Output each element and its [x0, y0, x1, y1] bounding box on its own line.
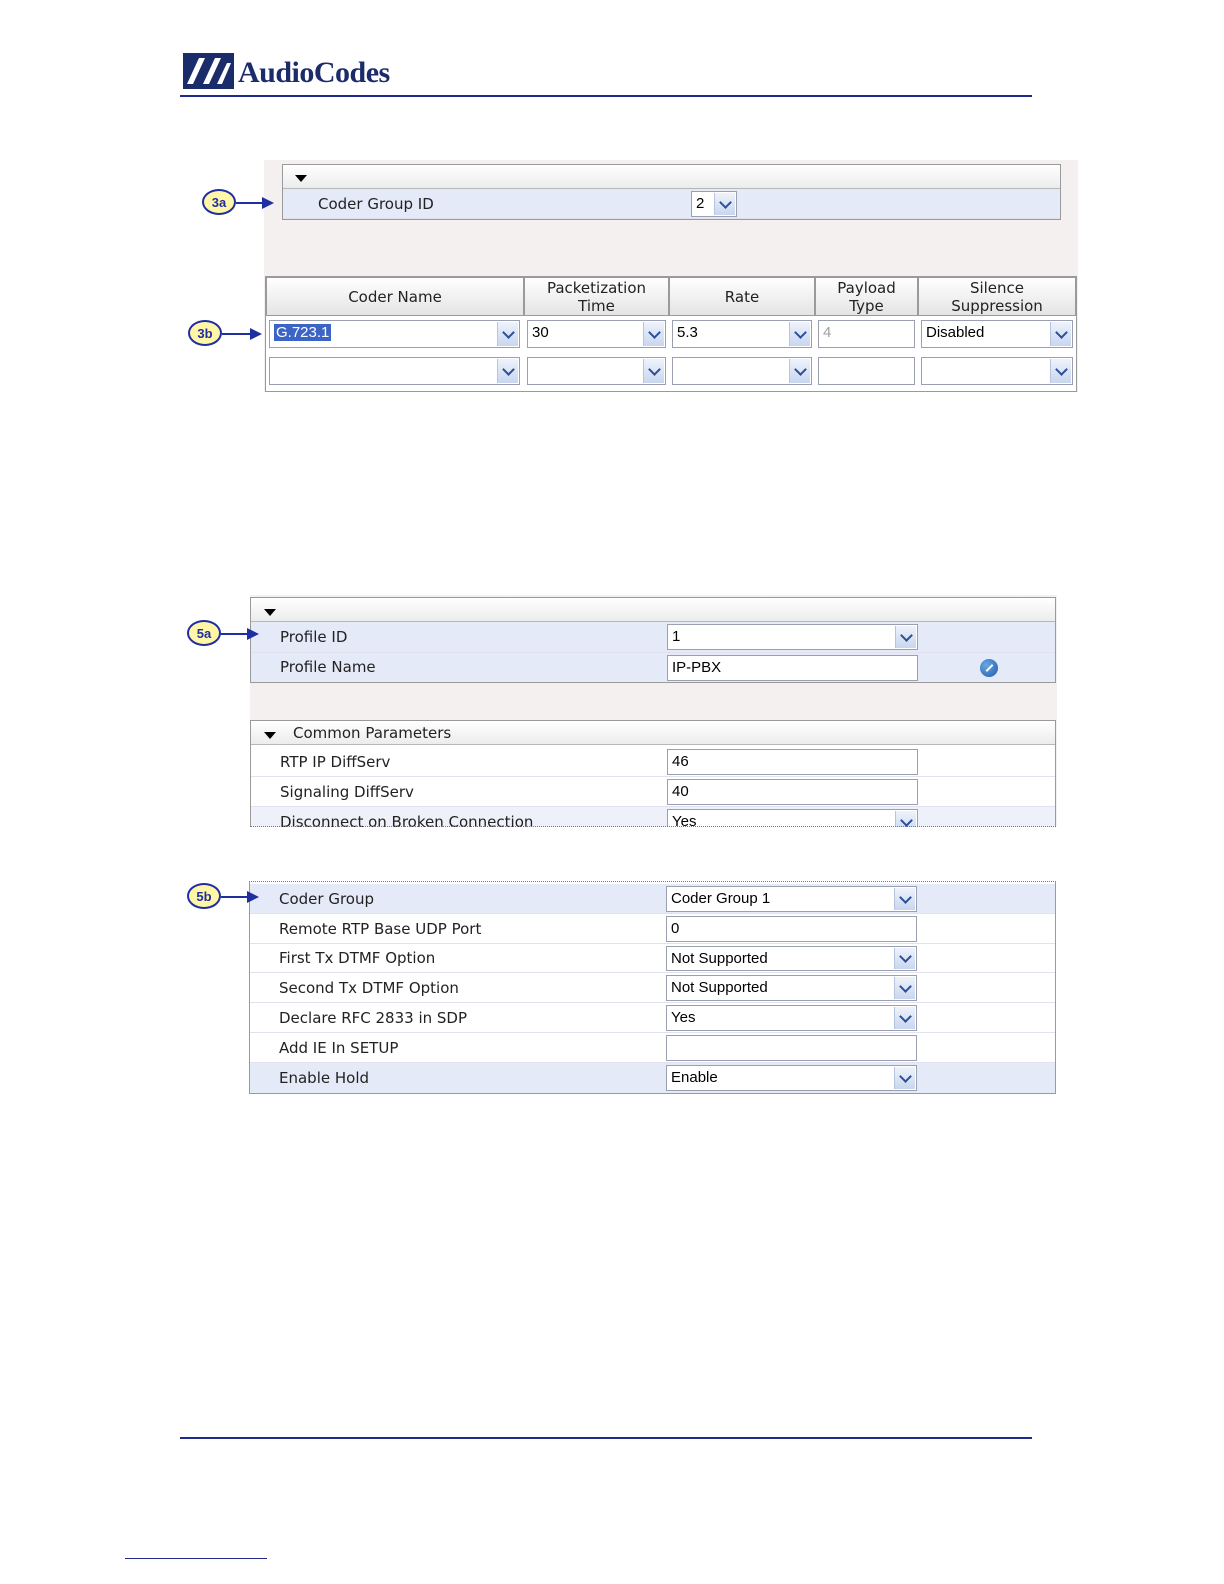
header-text: Packetization: [546, 278, 647, 297]
rate-select[interactable]: [672, 320, 812, 348]
column-header-payload-type: [815, 277, 918, 316]
collapse-triangle-icon[interactable]: [295, 175, 307, 182]
coder-group-label: Coder Group: [279, 890, 375, 908]
header-text: Type: [849, 296, 884, 315]
section-header[interactable]: [251, 721, 1055, 745]
header-text: Payload: [837, 278, 896, 297]
remote-rtp-port-value: 0: [671, 920, 680, 937]
section-header[interactable]: [283, 165, 1060, 189]
callout-arrow-icon: [262, 197, 274, 209]
coder-group-id-select[interactable]: [691, 191, 737, 217]
footnote-rule: [125, 1558, 267, 1559]
coder-group-id-section: [282, 164, 1061, 220]
add-ie-setup-input[interactable]: [666, 1035, 917, 1061]
profile-id-value: 1: [672, 628, 681, 645]
coder-group-id-value: 2: [696, 195, 705, 212]
header-text: Coder Name: [348, 287, 442, 306]
chevron-down-icon[interactable]: [789, 359, 810, 383]
first-tx-dtmf-label: First Tx DTMF Option: [279, 949, 436, 967]
second-tx-dtmf-row: [250, 973, 1055, 1003]
disconnect-value: Yes: [672, 813, 697, 827]
chevron-down-icon[interactable]: [497, 322, 518, 346]
column-header-silence-suppression: [918, 277, 1076, 316]
first-tx-dtmf-select[interactable]: [666, 946, 917, 971]
column-header-packetization-time: [524, 277, 669, 316]
header-text: Silence: [969, 278, 1025, 297]
cut-line: [250, 825, 1056, 827]
coder-name-select[interactable]: [269, 357, 520, 385]
chevron-down-icon[interactable]: [894, 948, 915, 969]
enable-hold-select[interactable]: [666, 1065, 917, 1091]
chevron-down-icon[interactable]: [894, 888, 915, 910]
signaling-diffserv-row: [251, 777, 1055, 807]
rtp-diffserv-input[interactable]: [667, 749, 918, 775]
footer-divider: [180, 1437, 1032, 1439]
enable-hold-value: Enable: [671, 1069, 718, 1086]
packetization-time-value: 30: [532, 324, 549, 341]
disconnect-label: Disconnect on Broken Connection: [280, 813, 534, 827]
brand-name: AudioCodes: [238, 56, 390, 89]
signaling-diffserv-input[interactable]: [667, 779, 918, 805]
chevron-down-icon[interactable]: [894, 1007, 915, 1029]
packetization-time-select[interactable]: [527, 320, 666, 348]
coder-group-id-label: Coder Group ID: [318, 195, 434, 213]
chevron-down-icon[interactable]: [895, 626, 916, 648]
profile-name-label: Profile Name: [280, 658, 376, 676]
packetization-time-select[interactable]: [527, 357, 666, 385]
enable-hold-row: [250, 1063, 1055, 1093]
coder-group-select[interactable]: [666, 886, 917, 912]
header-text: Rate: [724, 287, 760, 306]
second-tx-dtmf-label: Second Tx DTMF Option: [279, 979, 459, 997]
header-divider: [180, 95, 1032, 97]
rate-select[interactable]: [672, 357, 812, 385]
column-header-coder-name: [266, 277, 524, 316]
rate-value: 5.3: [677, 324, 698, 341]
callout-arrow-icon: [247, 628, 259, 640]
callout-arrow-line: [221, 896, 247, 898]
audiocodes-logo-icon: [183, 53, 234, 89]
callout-arrow-line: [236, 202, 262, 204]
chevron-down-icon[interactable]: [1050, 359, 1071, 383]
profile-section: [250, 597, 1056, 683]
chevron-down-icon[interactable]: [894, 1067, 915, 1089]
declare-rfc2833-select[interactable]: [666, 1005, 917, 1031]
payload-type-value: 4: [823, 324, 832, 341]
enable-hold-label: Enable Hold: [279, 1069, 370, 1087]
callout-arrow-line: [221, 633, 247, 635]
callout-arrow-icon: [247, 891, 259, 903]
remote-rtp-port-label: Remote RTP Base UDP Port: [279, 920, 482, 938]
silence-suppression-select[interactable]: [921, 320, 1073, 348]
rtp-diffserv-value: 46: [672, 753, 689, 770]
callout-5b: 5b: [187, 883, 221, 909]
declare-rfc2833-value: Yes: [671, 1009, 696, 1026]
common-parameters-title: Common Parameters: [293, 724, 452, 742]
first-tx-dtmf-value: Not Supported: [671, 950, 768, 967]
chevron-down-icon[interactable]: [643, 359, 664, 383]
remote-rtp-port-input[interactable]: [666, 916, 917, 942]
profile-id-row: [251, 622, 1055, 653]
first-tx-dtmf-row: [250, 944, 1055, 973]
add-ie-setup-label: Add IE In SETUP: [279, 1039, 399, 1057]
declare-rfc2833-row: [250, 1003, 1055, 1033]
payload-type-input[interactable]: [818, 357, 915, 385]
coder-group-value: Coder Group 1: [671, 890, 771, 907]
add-ie-setup-row: [250, 1033, 1055, 1063]
declare-rfc2833-label: Declare RFC 2833 in SDP: [279, 1009, 468, 1027]
coder-group-row: [250, 884, 1055, 914]
coder-name-select[interactable]: [269, 320, 520, 348]
payload-type-input[interactable]: [818, 320, 915, 348]
common-parameters-section: [250, 720, 1056, 826]
coder-name-value: G.723.1: [276, 324, 330, 341]
chevron-down-icon[interactable]: [894, 977, 915, 999]
callout-3a: 3a: [202, 189, 236, 215]
chevron-down-icon[interactable]: [789, 322, 810, 346]
callout-3b: 3b: [188, 320, 222, 346]
chevron-down-icon[interactable]: [714, 193, 735, 215]
second-tx-dtmf-select[interactable]: [666, 975, 917, 1001]
second-tx-dtmf-value: Not Supported: [671, 979, 768, 996]
header-text: Suppression: [951, 296, 1043, 315]
profile-name-row: [251, 653, 1055, 682]
chevron-down-icon[interactable]: [497, 359, 518, 383]
chevron-down-icon[interactable]: [643, 322, 664, 346]
signaling-diffserv-label: Signaling DiffServ: [280, 783, 414, 801]
silence-suppression-select[interactable]: [921, 357, 1073, 385]
edit-icon[interactable]: [980, 659, 998, 677]
chevron-down-icon[interactable]: [1050, 322, 1071, 346]
profile-name-value: IP-PBX: [672, 659, 722, 676]
rtp-diffserv-row: [251, 747, 1055, 777]
profile-name-input[interactable]: [667, 655, 918, 681]
rtp-diffserv-label: RTP IP DiffServ: [280, 753, 391, 771]
disconnect-row: [251, 807, 1055, 827]
signaling-diffserv-value: 40: [672, 783, 689, 800]
collapse-triangle-icon[interactable]: [264, 732, 276, 739]
profile-id-select[interactable]: [667, 624, 918, 650]
profile-id-label: Profile ID: [280, 628, 348, 646]
callout-arrow-line: [222, 333, 250, 335]
header-text: Time: [578, 296, 615, 315]
silence-suppression-value: Disabled: [926, 324, 985, 341]
callout-5a: 5a: [187, 620, 221, 646]
coder-group-id-row: [283, 189, 1060, 219]
collapse-triangle-icon[interactable]: [264, 609, 276, 616]
callout-arrow-icon: [250, 328, 262, 340]
column-header-rate: [669, 277, 815, 316]
remote-rtp-port-row: [250, 914, 1055, 944]
section-header[interactable]: [251, 598, 1055, 622]
